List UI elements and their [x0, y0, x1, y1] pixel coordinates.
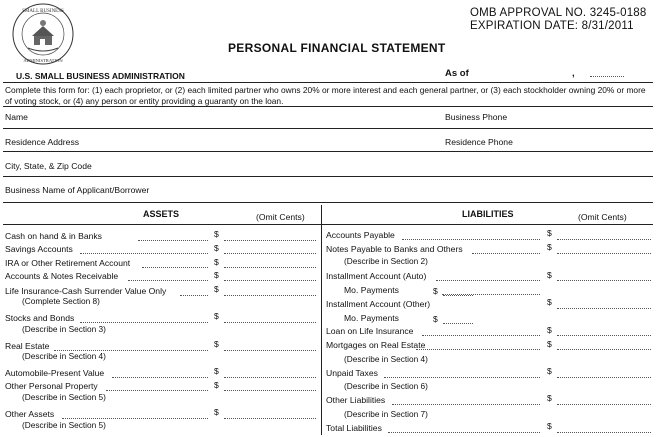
divider [3, 82, 653, 83]
leader-dots [180, 295, 208, 296]
omb-approval: OMB APPROVAL NO. 3245-0188 [470, 7, 647, 19]
dollar-sign: $ [214, 229, 219, 239]
leader-dots [388, 432, 540, 433]
liability-amount-line[interactable] [557, 280, 651, 281]
instructions: Complete this form for: (1) each proprietor, or (2) each limited partner who owns 20% or more interest and each general partner, or (3) each stockholder owning 20% or more of voting stock, or (4) any person or entity providing a guaranty on the loan. [5, 85, 646, 106]
liability-amount-line[interactable] [557, 349, 651, 350]
business-name-field[interactable]: Business Name of Applicant/Borrower [5, 185, 150, 195]
leader-dots [80, 253, 208, 254]
liability-note: (Describe in Section 2) [344, 256, 428, 266]
dollar-sign: $ [214, 257, 219, 267]
dollar-sign: $ [547, 421, 552, 431]
asset-receivables: Accounts & Notes Receivable [5, 271, 119, 281]
assets-omit-cents: (Omit Cents) [256, 212, 305, 222]
liability-note: (Describe in Section 6) [344, 381, 428, 391]
liability-mo-payments: Mo. Payments [344, 285, 399, 295]
leader-dots [402, 239, 540, 240]
sba-seal-logo [10, 2, 76, 66]
asset-stocks: Stocks and Bonds [5, 313, 75, 323]
as-of-date-line[interactable] [590, 76, 624, 77]
liability-installment-auto: Installment Account (Auto) [326, 271, 427, 281]
svg-text:SMALL BUSINESS: SMALL BUSINESS [22, 9, 64, 14]
asset-real-estate: Real Estate [5, 341, 50, 351]
business-phone-field[interactable]: Business Phone [445, 112, 508, 122]
assets-header: ASSETS [143, 209, 180, 219]
dollar-sign: $ [547, 297, 552, 307]
page-title: PERSONAL FINANCIAL STATEMENT [228, 41, 446, 55]
mo-payment-line[interactable] [443, 323, 473, 324]
liability-unpaid-taxes: Unpaid Taxes [326, 368, 378, 378]
liability-life-insurance-loan: Loan on Life Insurance [326, 326, 414, 336]
liabilities-header: LIABILITIES [462, 209, 514, 219]
dollar-sign: $ [547, 325, 552, 335]
liability-note: (Describe in Section 4) [344, 354, 428, 364]
dollar-sign: $ [547, 339, 552, 349]
asset-automobile: Automobile-Present Value [5, 368, 105, 378]
liability-amount-line[interactable] [557, 239, 651, 240]
leader-dots [392, 404, 540, 405]
divider [3, 202, 653, 203]
asset-note: (Describe in Section 5) [22, 420, 106, 430]
dollar-sign: $ [547, 270, 552, 280]
residence-address-field[interactable]: Residence Address [5, 137, 80, 147]
divider [3, 106, 653, 107]
asset-ira: IRA or Other Retirement Account [5, 258, 131, 268]
asset-note: (Describe in Section 3) [22, 324, 106, 334]
name-field[interactable]: Name [5, 112, 28, 122]
leader-dots [422, 335, 540, 336]
city-state-zip-field[interactable]: City, State, & Zip Code [5, 161, 92, 171]
as-of-label: As of [445, 68, 469, 79]
dollar-sign: $ [214, 311, 219, 321]
mo-payment-dollar-sign: $ [433, 286, 438, 296]
leader-dots [62, 418, 208, 419]
dollar-sign: $ [547, 366, 552, 376]
asset-personal-property: Other Personal Property [5, 381, 98, 391]
expiration-date: EXPIRATION DATE: 8/31/2011 [470, 20, 634, 32]
liability-installment-other: Installment Account (Other) [326, 299, 431, 309]
leader-dots [128, 280, 208, 281]
agency-name: U.S. SMALL BUSINESS ADMINISTRATION [16, 71, 185, 81]
dollar-sign: $ [214, 270, 219, 280]
liability-mortgages: Mortgages on Real Estate [326, 340, 426, 350]
leader-dots [416, 349, 540, 350]
asset-amount-line[interactable] [224, 322, 316, 323]
asset-life-insurance: Life Insurance-Cash Surrender Value Only [5, 286, 167, 296]
divider [3, 151, 653, 152]
asset-amount-line[interactable] [224, 280, 316, 281]
asset-amount-line[interactable] [224, 295, 316, 296]
liability-amount-line[interactable] [557, 253, 651, 254]
asset-note: (Describe in Section 4) [22, 351, 106, 361]
asset-amount-line[interactable] [224, 240, 316, 241]
asset-amount-line[interactable] [224, 267, 316, 268]
leader-dots [80, 322, 208, 323]
leader-dots [106, 390, 208, 391]
dollar-sign: $ [214, 339, 219, 349]
asset-other: Other Assets [5, 409, 55, 419]
leader-dots [436, 280, 540, 281]
liability-amount-line[interactable] [557, 377, 651, 378]
leader-dots [112, 377, 208, 378]
divider [3, 176, 653, 177]
asset-amount-line[interactable] [224, 418, 316, 419]
asset-amount-line[interactable] [224, 253, 316, 254]
asset-amount-line[interactable] [224, 377, 316, 378]
liability-other: Other Liabilities [326, 395, 386, 405]
divider [3, 224, 653, 225]
svg-text:ADMINISTRATION: ADMINISTRATION [23, 58, 63, 63]
as-of-separator: , [572, 68, 575, 79]
mo-payment-line[interactable] [443, 295, 473, 296]
asset-savings: Savings Accounts [5, 244, 73, 254]
liability-total: Total Liabilities [326, 423, 382, 433]
leader-dots [54, 350, 208, 351]
mo-payment-dollar-sign: $ [433, 314, 438, 324]
divider [3, 128, 653, 129]
liability-note: (Describe in Section 7) [344, 409, 428, 419]
liability-amount-line[interactable] [557, 404, 651, 405]
column-divider [321, 205, 322, 435]
asset-amount-line[interactable] [224, 350, 316, 351]
dollar-sign: $ [547, 393, 552, 403]
dollar-sign: $ [547, 228, 552, 238]
dollar-sign: $ [547, 242, 552, 252]
leader-dots [472, 253, 540, 254]
asset-amount-line[interactable] [224, 390, 316, 391]
leader-dots [138, 240, 208, 241]
leader-dots [384, 377, 540, 378]
residence-phone-field[interactable]: Residence Phone [445, 137, 513, 147]
liability-mo-payments: Mo. Payments [344, 313, 399, 323]
liability-notes-payable: Notes Payable to Banks and Others [326, 244, 463, 254]
liability-amount-line[interactable] [557, 335, 651, 336]
leader-dots [142, 267, 208, 268]
dollar-sign: $ [214, 243, 219, 253]
liability-amount-line[interactable] [557, 308, 651, 309]
dollar-sign: $ [214, 407, 219, 417]
asset-note: (Describe in Section 5) [22, 392, 106, 402]
liability-accounts-payable: Accounts Payable [326, 230, 395, 240]
asset-note: (Complete Section 8) [22, 296, 100, 306]
liabilities-omit-cents: (Omit Cents) [578, 212, 627, 222]
dollar-sign: $ [214, 380, 219, 390]
dollar-sign: $ [214, 284, 219, 294]
dollar-sign: $ [214, 366, 219, 376]
asset-cash: Cash on hand & in Banks [5, 231, 102, 241]
liability-amount-line[interactable] [557, 432, 651, 433]
